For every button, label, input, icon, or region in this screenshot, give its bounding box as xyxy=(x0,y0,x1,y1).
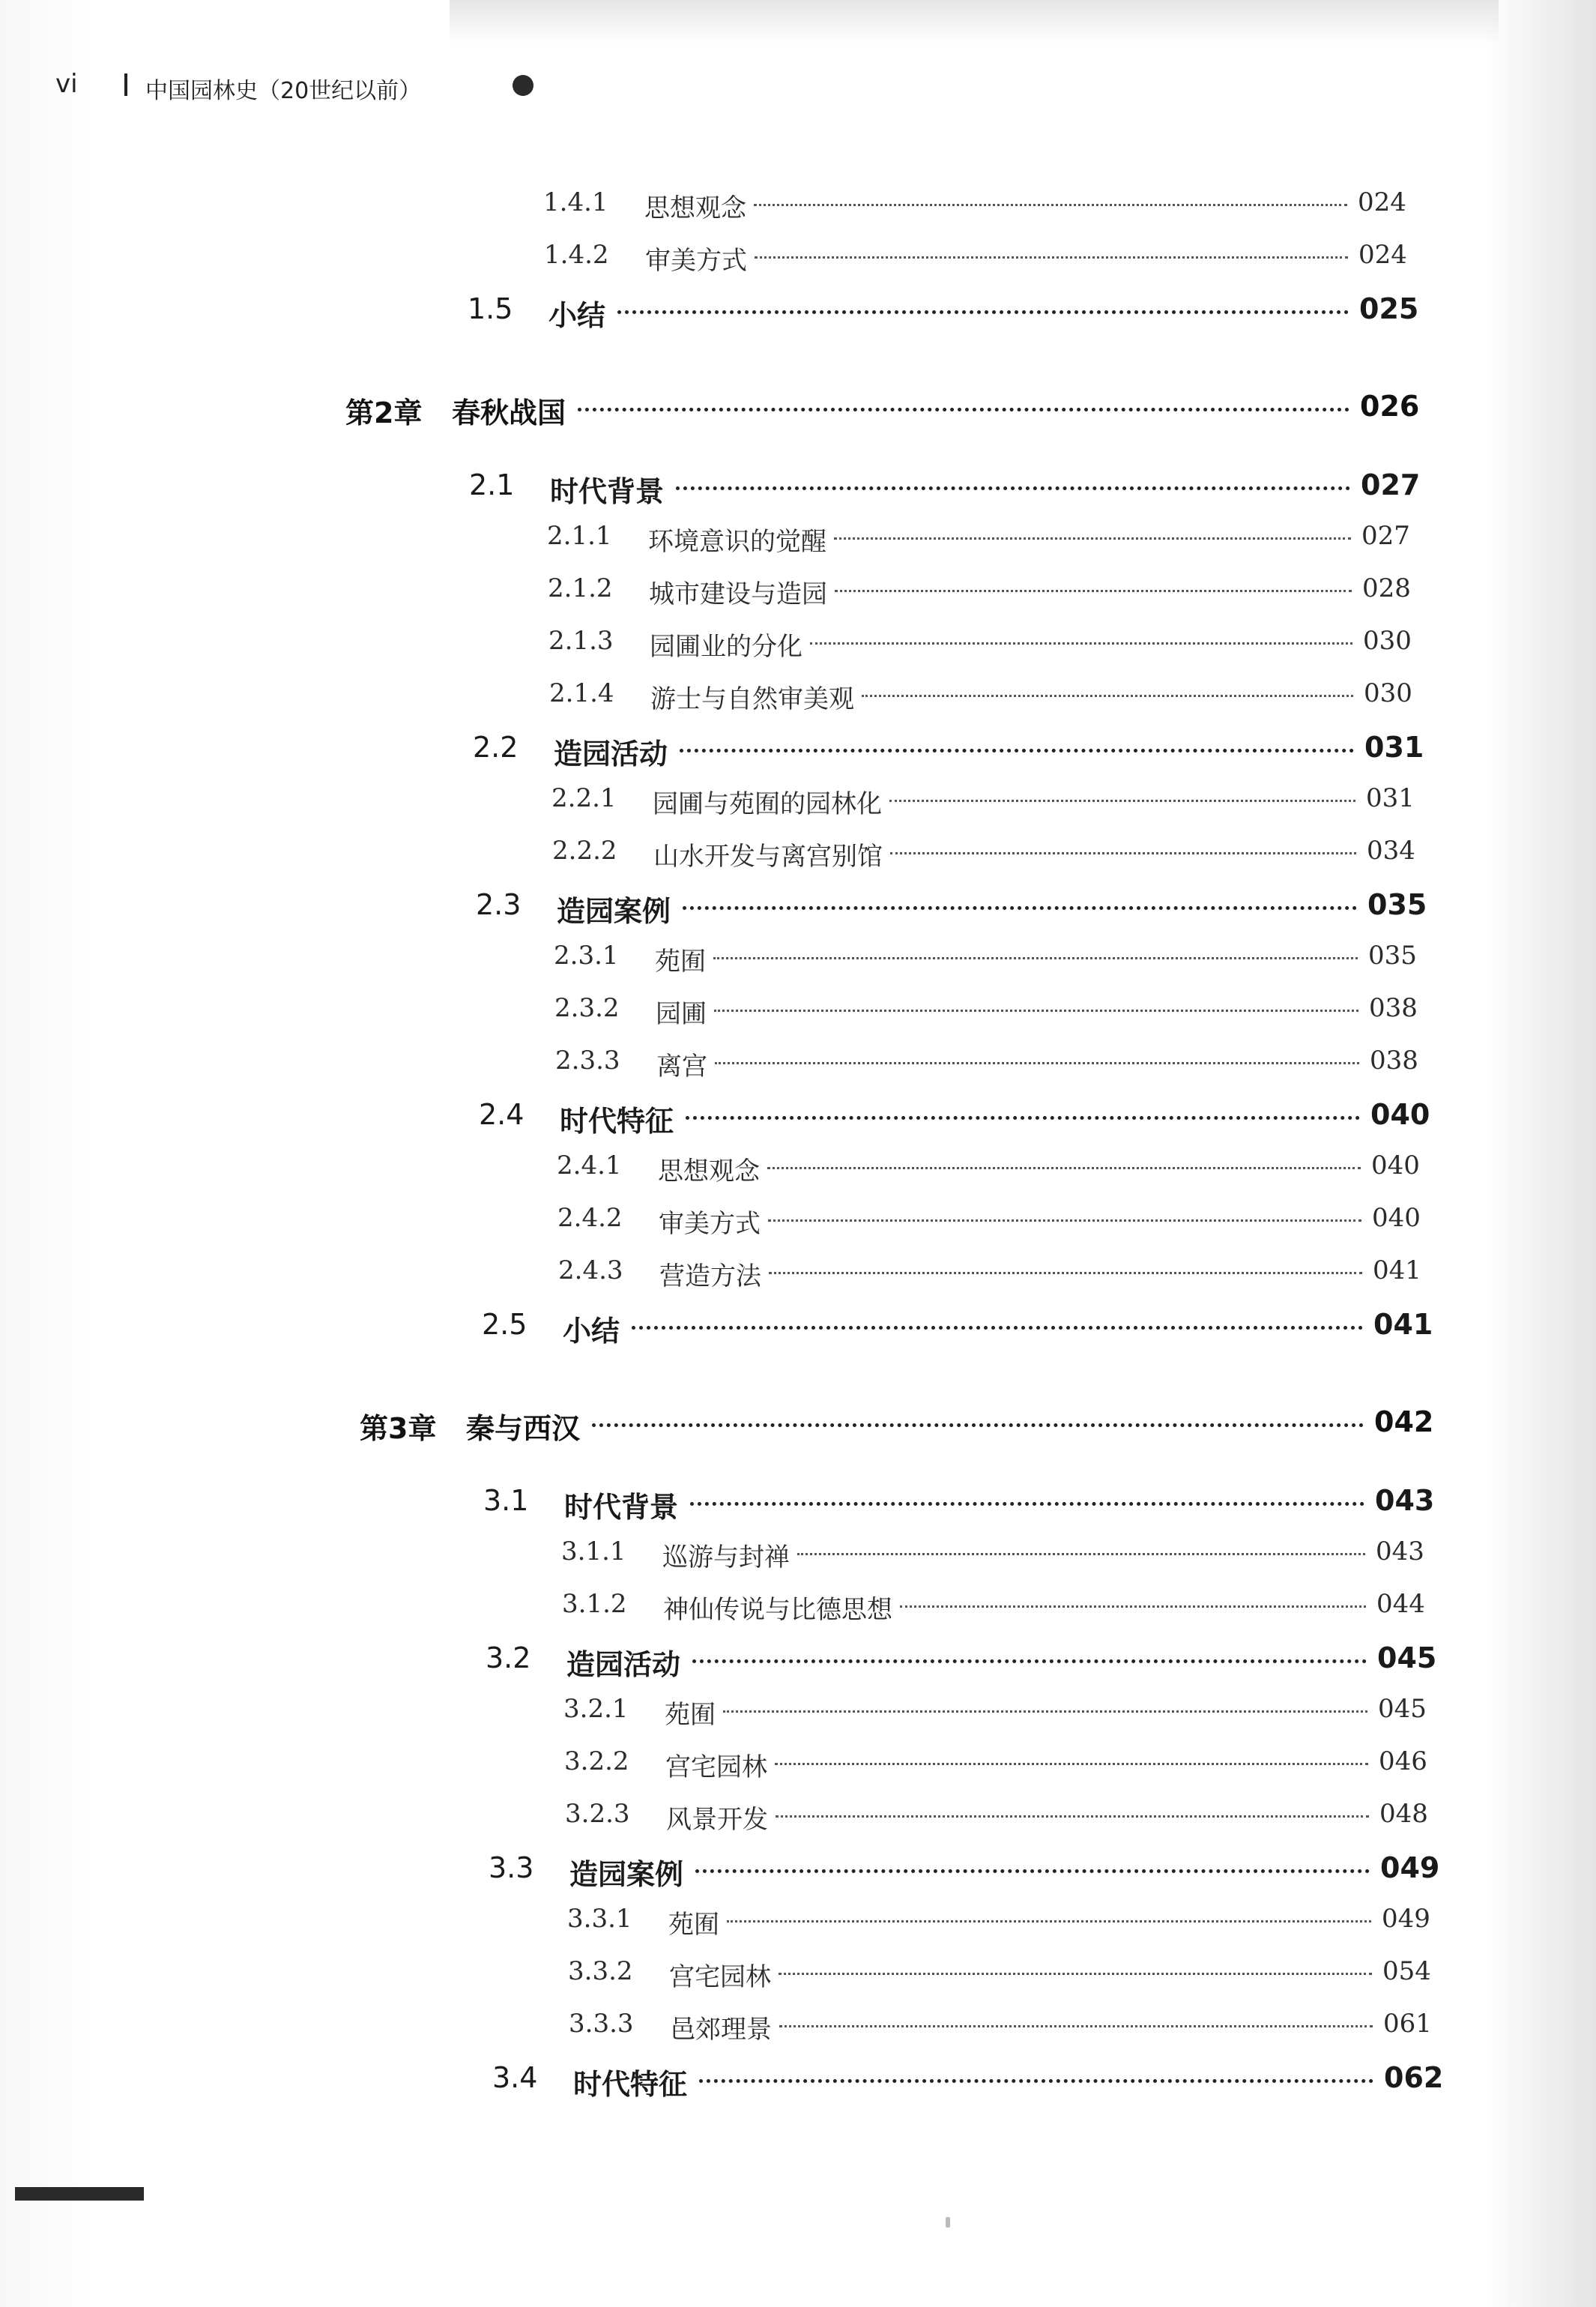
toc-title: 时代背景 xyxy=(550,475,665,508)
toc-entry xyxy=(0,1799,1596,1836)
toc-title: 苑囿 xyxy=(655,947,706,977)
toc-entry xyxy=(0,468,1596,506)
toc-title: 审美方式 xyxy=(645,246,747,276)
toc-entry xyxy=(0,731,1596,768)
toc-number: 1.5 xyxy=(468,292,513,325)
toc-leader-dots xyxy=(776,1799,1369,1818)
footer-bar xyxy=(15,2187,144,2201)
toc-page-number: 030 xyxy=(1364,678,1412,708)
toc-number: 1.4.1 xyxy=(543,187,608,217)
binding-mark xyxy=(946,2217,950,2228)
toc-number: 3.2 xyxy=(486,1641,531,1674)
toc-number: 3.2.2 xyxy=(564,1746,629,1776)
toc-entry xyxy=(0,1694,1596,1731)
toc-page-number: 025 xyxy=(1359,292,1419,325)
toc-leader-dots xyxy=(755,240,1348,259)
toc-title: 园圃 xyxy=(656,999,707,1029)
toc-entry xyxy=(0,1537,1596,1574)
page-number: vi xyxy=(55,69,78,99)
toc-entry xyxy=(0,187,1596,225)
toc-page-number: 049 xyxy=(1382,1904,1430,1934)
toc-number: 2.1.1 xyxy=(547,521,612,551)
toc-leader-dots xyxy=(890,836,1356,854)
toc-leader-dots xyxy=(779,2009,1373,2027)
toc-title: 小结 xyxy=(548,299,606,332)
toc-title: 游士与自然审美观 xyxy=(650,684,854,714)
header-dot-icon xyxy=(513,75,533,96)
toc-page-number: 043 xyxy=(1375,1484,1435,1517)
toc-title: 时代背景 xyxy=(564,1491,679,1524)
toc-title: 小结 xyxy=(563,1315,620,1348)
toc-leader-dots xyxy=(690,1484,1364,1506)
toc-leader-dots xyxy=(889,783,1355,802)
toc-leader-dots xyxy=(686,1098,1360,1120)
toc-page-number: 034 xyxy=(1367,836,1415,866)
toc-entry xyxy=(0,1641,1596,1679)
toc-number: 2.4 xyxy=(479,1098,525,1131)
toc-leader-dots xyxy=(632,1308,1363,1330)
toc-page-number: 038 xyxy=(1370,1046,1418,1076)
toc-number: 3.3 xyxy=(489,1851,534,1884)
toc-leader-dots xyxy=(769,1255,1362,1274)
header-divider xyxy=(124,73,127,96)
toc-leader-dots xyxy=(578,390,1349,411)
toc-number: 3.2.1 xyxy=(563,1694,629,1724)
toc-entry xyxy=(0,1098,1596,1136)
toc-number: 第3章 xyxy=(360,1412,437,1445)
toc-page-number: 045 xyxy=(1378,1694,1427,1724)
toc-page-number: 035 xyxy=(1367,888,1427,921)
toc-title: 造园活动 xyxy=(554,738,668,770)
toc-title: 宫宅园林 xyxy=(665,1752,767,1782)
toc-leader-dots xyxy=(692,1641,1367,1663)
toc-leader-dots xyxy=(617,292,1349,314)
toc-entry xyxy=(0,1484,1596,1522)
toc-title: 春秋战国 xyxy=(452,396,566,429)
toc-number: 2.3.2 xyxy=(554,993,620,1023)
toc-title: 苑囿 xyxy=(668,1910,719,1940)
toc-page-number: 041 xyxy=(1373,1308,1433,1341)
toc-number: 2.3.1 xyxy=(554,941,619,971)
toc-entry xyxy=(0,2009,1596,2046)
toc-title: 园圃与苑囿的园林化 xyxy=(653,789,882,819)
toc-page-number: 042 xyxy=(1374,1405,1434,1438)
toc-page-number: 031 xyxy=(1366,783,1415,813)
toc-leader-dots xyxy=(727,1904,1371,1922)
toc-entry xyxy=(0,836,1596,873)
toc-entry xyxy=(0,1151,1596,1188)
toc-leader-dots xyxy=(695,1851,1370,1873)
toc-title: 园圃业的分化 xyxy=(650,632,802,662)
toc-number: 2.2.1 xyxy=(551,783,617,813)
toc-number: 2.3.3 xyxy=(555,1046,620,1076)
toc-leader-dots xyxy=(775,1746,1368,1765)
toc-title: 时代特征 xyxy=(560,1105,674,1138)
toc-leader-dots xyxy=(779,1956,1372,1975)
toc-number: 2.2.2 xyxy=(552,836,617,866)
toc-title: 造园活动 xyxy=(566,1648,681,1681)
toc-leader-dots xyxy=(900,1589,1366,1608)
toc-page-number: 040 xyxy=(1372,1203,1421,1233)
toc-page-number: 026 xyxy=(1360,390,1420,423)
toc-leader-dots xyxy=(810,626,1352,645)
toc-leader-dots xyxy=(683,888,1357,910)
toc-title: 时代特征 xyxy=(573,2068,688,2101)
toc-entry xyxy=(0,888,1596,926)
toc-title: 离宫 xyxy=(656,1052,707,1082)
toc-entry xyxy=(0,1308,1596,1348)
toc-leader-dots xyxy=(699,2061,1373,2083)
toc-page-number: 061 xyxy=(1383,2009,1432,2039)
toc-leader-dots xyxy=(862,678,1353,697)
toc-number: 2.1.2 xyxy=(548,573,613,603)
toc-page-number: 054 xyxy=(1382,1956,1431,1986)
toc-number: 2.1.3 xyxy=(548,626,614,656)
toc-entry xyxy=(0,941,1596,978)
book-title: 中国园林史（20世纪以前） xyxy=(145,78,422,104)
toc-entry xyxy=(0,1746,1596,1784)
toc-title: 邑郊理景 xyxy=(670,2015,772,2045)
toc-number: 2.5 xyxy=(482,1308,528,1341)
toc-number: 3.3.1 xyxy=(567,1904,632,1934)
toc-leader-dots xyxy=(713,941,1358,959)
toc-page-number: 024 xyxy=(1358,240,1407,270)
toc-entry xyxy=(0,1255,1596,1293)
toc-title: 营造方法 xyxy=(659,1261,761,1291)
toc-entry xyxy=(0,1589,1596,1626)
toc-title: 巡游与封禅 xyxy=(662,1542,790,1572)
toc-entry xyxy=(0,1904,1596,1941)
toc-leader-dots xyxy=(768,1203,1361,1222)
toc-entry xyxy=(0,993,1596,1031)
toc-entry xyxy=(0,292,1596,330)
toc-number: 2.4.1 xyxy=(557,1151,622,1180)
toc-title: 秦与西汉 xyxy=(466,1412,581,1445)
toc-title: 审美方式 xyxy=(659,1209,761,1239)
toc-number: 3.2.3 xyxy=(565,1799,630,1829)
toc-page-number: 040 xyxy=(1371,1151,1420,1180)
toc-entry xyxy=(0,783,1596,821)
toc-page-number: 040 xyxy=(1370,1098,1430,1131)
toc-title: 环境意识的觉醒 xyxy=(648,527,826,557)
toc-page-number: 038 xyxy=(1369,993,1418,1023)
toc-number: 2.4.2 xyxy=(557,1203,623,1233)
toc-page-number: 045 xyxy=(1377,1641,1437,1674)
toc-title: 宫宅园林 xyxy=(669,1962,771,1992)
toc-leader-dots xyxy=(676,468,1350,490)
toc-entry xyxy=(0,521,1596,558)
toc-title: 神仙传说与比德思想 xyxy=(663,1595,892,1625)
toc-page-number: 043 xyxy=(1376,1537,1424,1566)
toc-title: 城市建设与造园 xyxy=(649,579,827,609)
toc-entry xyxy=(0,2061,1596,2099)
toc-title: 苑囿 xyxy=(665,1700,716,1730)
toc-entry xyxy=(0,240,1596,277)
toc-title: 风景开发 xyxy=(666,1805,768,1835)
toc-page-number: 027 xyxy=(1361,468,1421,501)
toc-entry xyxy=(0,1956,1596,1994)
toc-entry xyxy=(0,1405,1596,1443)
toc-leader-dots xyxy=(715,1046,1359,1064)
toc-leader-dots xyxy=(592,1405,1364,1427)
toc-page-number: 044 xyxy=(1376,1589,1425,1619)
toc-number: 3.1 xyxy=(483,1484,529,1517)
toc-page-number: 031 xyxy=(1364,731,1424,764)
toc-leader-dots xyxy=(723,1694,1367,1713)
toc-number: 2.2 xyxy=(473,731,519,764)
toc-title: 思想观念 xyxy=(658,1156,760,1186)
toc-entry xyxy=(0,1046,1596,1083)
toc-page-number: 048 xyxy=(1379,1799,1428,1829)
toc-page-number: 028 xyxy=(1362,573,1411,603)
toc-number: 1.4.2 xyxy=(544,240,609,270)
toc-page-number: 049 xyxy=(1380,1851,1440,1884)
toc-title: 造园案例 xyxy=(569,1858,684,1891)
toc-leader-dots xyxy=(754,187,1347,206)
toc-number: 3.1.2 xyxy=(562,1589,627,1619)
toc-page-number: 035 xyxy=(1368,941,1417,971)
toc-entry xyxy=(0,678,1596,716)
toc-number: 2.1.4 xyxy=(549,678,614,708)
toc-title: 山水开发与离宫别馆 xyxy=(653,842,883,872)
toc-page-number: 062 xyxy=(1384,2061,1444,2094)
toc-leader-dots xyxy=(767,1151,1361,1169)
toc-number: 3.4 xyxy=(492,2061,538,2094)
toc-leader-dots xyxy=(714,993,1358,1012)
toc-number: 2.1 xyxy=(469,468,515,501)
toc-page-number: 024 xyxy=(1358,187,1406,217)
toc-entry xyxy=(0,1203,1596,1240)
toc-entry xyxy=(0,573,1596,611)
toc-number: 3.3.2 xyxy=(568,1956,633,1986)
toc-entry xyxy=(0,1851,1596,1889)
toc-number: 2.4.3 xyxy=(558,1255,623,1285)
toc-page-number: 027 xyxy=(1361,521,1410,551)
toc-page-number: 046 xyxy=(1379,1746,1427,1776)
toc-entry xyxy=(0,626,1596,663)
toc-number: 3.1.1 xyxy=(561,1537,626,1566)
toc-page-number: 041 xyxy=(1373,1255,1421,1285)
toc-title: 思想观念 xyxy=(644,193,746,223)
toc-leader-dots xyxy=(797,1537,1365,1555)
toc-title: 造园案例 xyxy=(557,895,671,928)
toc-number: 2.3 xyxy=(476,888,522,921)
toc-leader-dots xyxy=(834,521,1351,540)
toc-number: 3.3.3 xyxy=(569,2009,634,2039)
toc-number: 第2章 xyxy=(345,396,423,429)
toc-page-number: 030 xyxy=(1363,626,1412,656)
toc-leader-dots xyxy=(680,731,1354,753)
toc-leader-dots xyxy=(835,573,1352,592)
toc-entry xyxy=(0,390,1596,427)
scan-shadow xyxy=(450,0,1499,45)
